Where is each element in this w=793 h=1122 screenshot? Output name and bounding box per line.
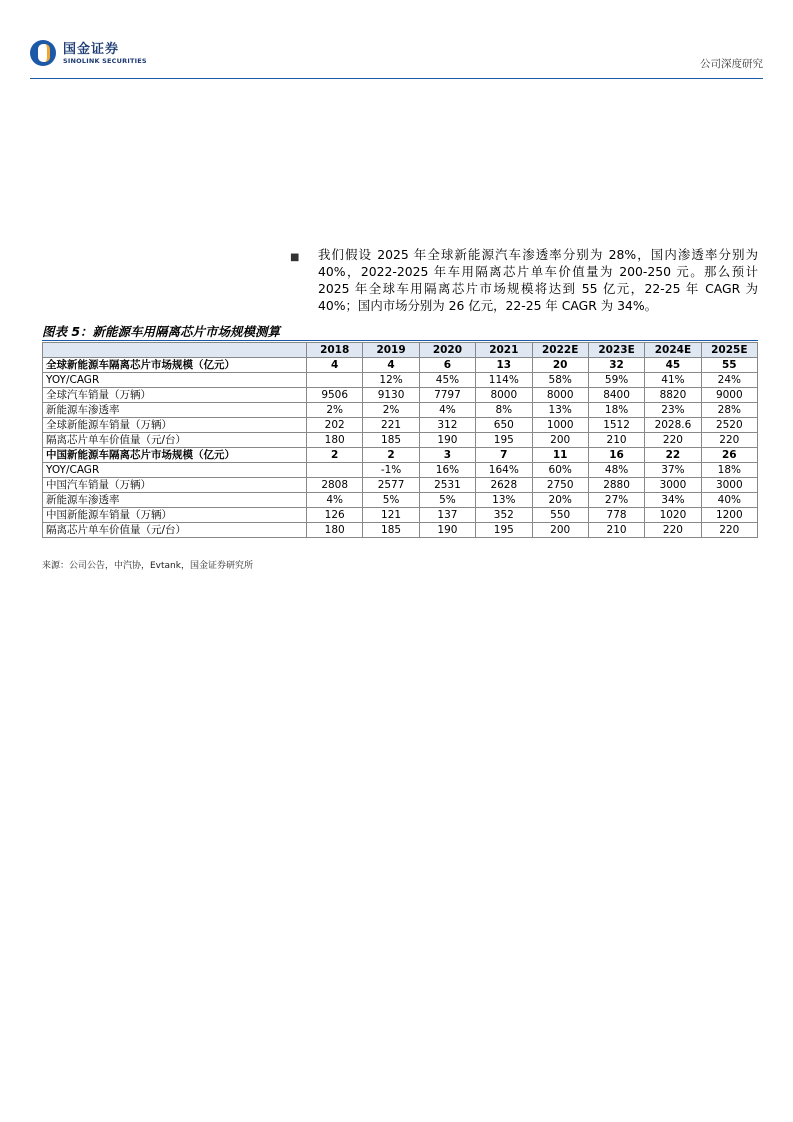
column-header: 2019 [363, 343, 419, 358]
table-cell: 1000 [532, 418, 588, 433]
table-cell: 4% [419, 403, 475, 418]
table-cell: 2% [363, 403, 419, 418]
table-cell: 27% [588, 493, 644, 508]
table-cell: 22 [645, 448, 701, 463]
table-cell: 4% [307, 493, 363, 508]
table-row [43, 523, 758, 538]
column-header: 2025E [701, 343, 757, 358]
table-row [43, 373, 758, 388]
table-cell: 650 [476, 418, 532, 433]
table-cell: 190 [419, 523, 475, 538]
table-cell: 20 [532, 358, 588, 373]
table-cell: 7 [476, 448, 532, 463]
table-cell: 114% [476, 373, 532, 388]
table-cell: 221 [363, 418, 419, 433]
table-cell: 1200 [701, 508, 757, 523]
row-label: 隔离芯片单车价值量（元/台） [43, 523, 307, 538]
table-cell: 550 [532, 508, 588, 523]
table-cell: 4 [363, 358, 419, 373]
table-cell: 32 [588, 358, 644, 373]
row-label: YOY/CAGR [43, 463, 307, 478]
table-cell: 59% [588, 373, 644, 388]
table-cell: 8000 [476, 388, 532, 403]
table-cell: 58% [532, 373, 588, 388]
table-cell: 45% [419, 373, 475, 388]
figure-source: 来源：公司公告，中汽协，Evtank，国金证券研究所 [42, 561, 253, 571]
column-header: 2020 [419, 343, 475, 358]
table-cell: 20% [532, 493, 588, 508]
table-cell: 1020 [645, 508, 701, 523]
table-cell: 48% [588, 463, 644, 478]
table-cell: 34% [645, 493, 701, 508]
table-cell: 37% [645, 463, 701, 478]
table-cell: 24% [701, 373, 757, 388]
table-row [43, 403, 758, 418]
table-cell: 210 [588, 433, 644, 448]
company-logo [30, 40, 147, 66]
table-cell: 8% [476, 403, 532, 418]
column-header: 2022E [532, 343, 588, 358]
table-cell: 210 [588, 523, 644, 538]
table-cell: 12% [363, 373, 419, 388]
table-cell: 180 [307, 523, 363, 538]
row-label: 全球新能源车隔离芯片市场规模（亿元） [43, 358, 307, 373]
row-label: 新能源车渗透率 [43, 493, 307, 508]
table-row [43, 478, 758, 493]
table-cell: 2880 [588, 478, 644, 493]
table-cell: 2% [307, 403, 363, 418]
table-cell: 8000 [532, 388, 588, 403]
table-cell: 200 [532, 433, 588, 448]
table-row [43, 388, 758, 403]
table-cell: 6 [419, 358, 475, 373]
logo-english-name: SINOLINK SECURITIES [63, 56, 147, 65]
table-cell [307, 463, 363, 478]
table-cell: 2531 [419, 478, 475, 493]
table-cell [307, 373, 363, 388]
table-cell: 2808 [307, 478, 363, 493]
table-cell: 8820 [645, 388, 701, 403]
table-row [43, 358, 758, 373]
table-cell: 18% [588, 403, 644, 418]
table-cell: 1512 [588, 418, 644, 433]
table-cell: 5% [363, 493, 419, 508]
table-cell: 7797 [419, 388, 475, 403]
table-row [43, 463, 758, 478]
row-label: 新能源车渗透率 [43, 403, 307, 418]
column-header: 2023E [588, 343, 644, 358]
table-cell: 5% [419, 493, 475, 508]
table-cell: 2 [363, 448, 419, 463]
table-cell: 23% [645, 403, 701, 418]
column-header: 2021 [476, 343, 532, 358]
table-cell: 195 [476, 523, 532, 538]
row-label: 全球汽车销量（万辆） [43, 388, 307, 403]
table-row [43, 493, 758, 508]
table-cell: 8400 [588, 388, 644, 403]
table-cell: 13 [476, 358, 532, 373]
table-cell: 180 [307, 433, 363, 448]
table-corner-cell [43, 343, 307, 358]
market-size-table [42, 342, 758, 538]
table-cell: 2750 [532, 478, 588, 493]
table-cell: 9130 [363, 388, 419, 403]
row-label: 全球新能源车销量（万辆） [43, 418, 307, 433]
table-cell: 18% [701, 463, 757, 478]
body-paragraph-forecast: 我们假设 2025 年全球新能源汽车渗透率分别为 28%，国内渗透率分别为 40%，2022-2025 年车用隔离芯片单车价值量为 200-250 元。那么预计 2025 年全球车用隔离芯片市场规模将达到 55 亿元，22-25 年 CAGR 为 40%；国内市场分别为 26 亿元，22-25 年 CAGR 为 34%。 [318, 247, 758, 313]
figure-title-divider [42, 340, 758, 341]
table-cell: 9506 [307, 388, 363, 403]
row-label: 中国新能源车销量（万辆） [43, 508, 307, 523]
table-cell: 202 [307, 418, 363, 433]
table-cell: 137 [419, 508, 475, 523]
table-cell: 312 [419, 418, 475, 433]
logo-mark-icon [30, 40, 56, 66]
table-cell: 40% [701, 493, 757, 508]
table-row [43, 508, 758, 523]
table-cell: 28% [701, 403, 757, 418]
table-cell: 190 [419, 433, 475, 448]
table-cell: 220 [645, 433, 701, 448]
table-header-row [43, 343, 758, 358]
table-row [43, 448, 758, 463]
table-cell: 4 [307, 358, 363, 373]
table-cell: 352 [476, 508, 532, 523]
table-cell: 16% [419, 463, 475, 478]
column-header: 2024E [645, 343, 701, 358]
table-cell: 220 [701, 523, 757, 538]
table-cell: 2628 [476, 478, 532, 493]
table-cell: 2028.6 [645, 418, 701, 433]
bullet-marker: ■ [290, 252, 300, 263]
table-row [43, 433, 758, 448]
table-cell: 55 [701, 358, 757, 373]
table-cell: 2577 [363, 478, 419, 493]
table-cell: 200 [532, 523, 588, 538]
table-cell: 11 [532, 448, 588, 463]
table-cell: 26 [701, 448, 757, 463]
table-cell: -1% [363, 463, 419, 478]
table-cell: 778 [588, 508, 644, 523]
table-cell: 13% [476, 493, 532, 508]
logo-chinese-name: 国金证券 [63, 41, 120, 57]
row-label: 中国新能源车隔离芯片市场规模（亿元） [43, 448, 307, 463]
table-cell: 60% [532, 463, 588, 478]
table-cell: 195 [476, 433, 532, 448]
table-cell: 220 [645, 523, 701, 538]
table-cell: 2 [307, 448, 363, 463]
table-cell: 185 [363, 433, 419, 448]
table-cell: 185 [363, 523, 419, 538]
table-row [43, 418, 758, 433]
table-cell: 45 [645, 358, 701, 373]
table-cell: 2520 [701, 418, 757, 433]
column-header: 2018 [307, 343, 363, 358]
row-label: 中国汽车销量（万辆） [43, 478, 307, 493]
table-cell: 126 [307, 508, 363, 523]
table-cell: 3 [419, 448, 475, 463]
table-cell: 3000 [701, 478, 757, 493]
header-divider [30, 78, 763, 79]
table-cell: 164% [476, 463, 532, 478]
row-label: 隔离芯片单车价值量（元/台） [43, 433, 307, 448]
table-cell: 16 [588, 448, 644, 463]
table-cell: 220 [701, 433, 757, 448]
table-cell: 121 [363, 508, 419, 523]
report-type-label: 公司深度研究 [700, 58, 763, 70]
row-label: YOY/CAGR [43, 373, 307, 388]
page-header [30, 40, 763, 74]
table-cell: 41% [645, 373, 701, 388]
table-cell: 3000 [645, 478, 701, 493]
table-cell: 9000 [701, 388, 757, 403]
figure-title: 图表 5：新能源车用隔离芯片市场规模测算 [42, 324, 281, 339]
table-cell: 13% [532, 403, 588, 418]
